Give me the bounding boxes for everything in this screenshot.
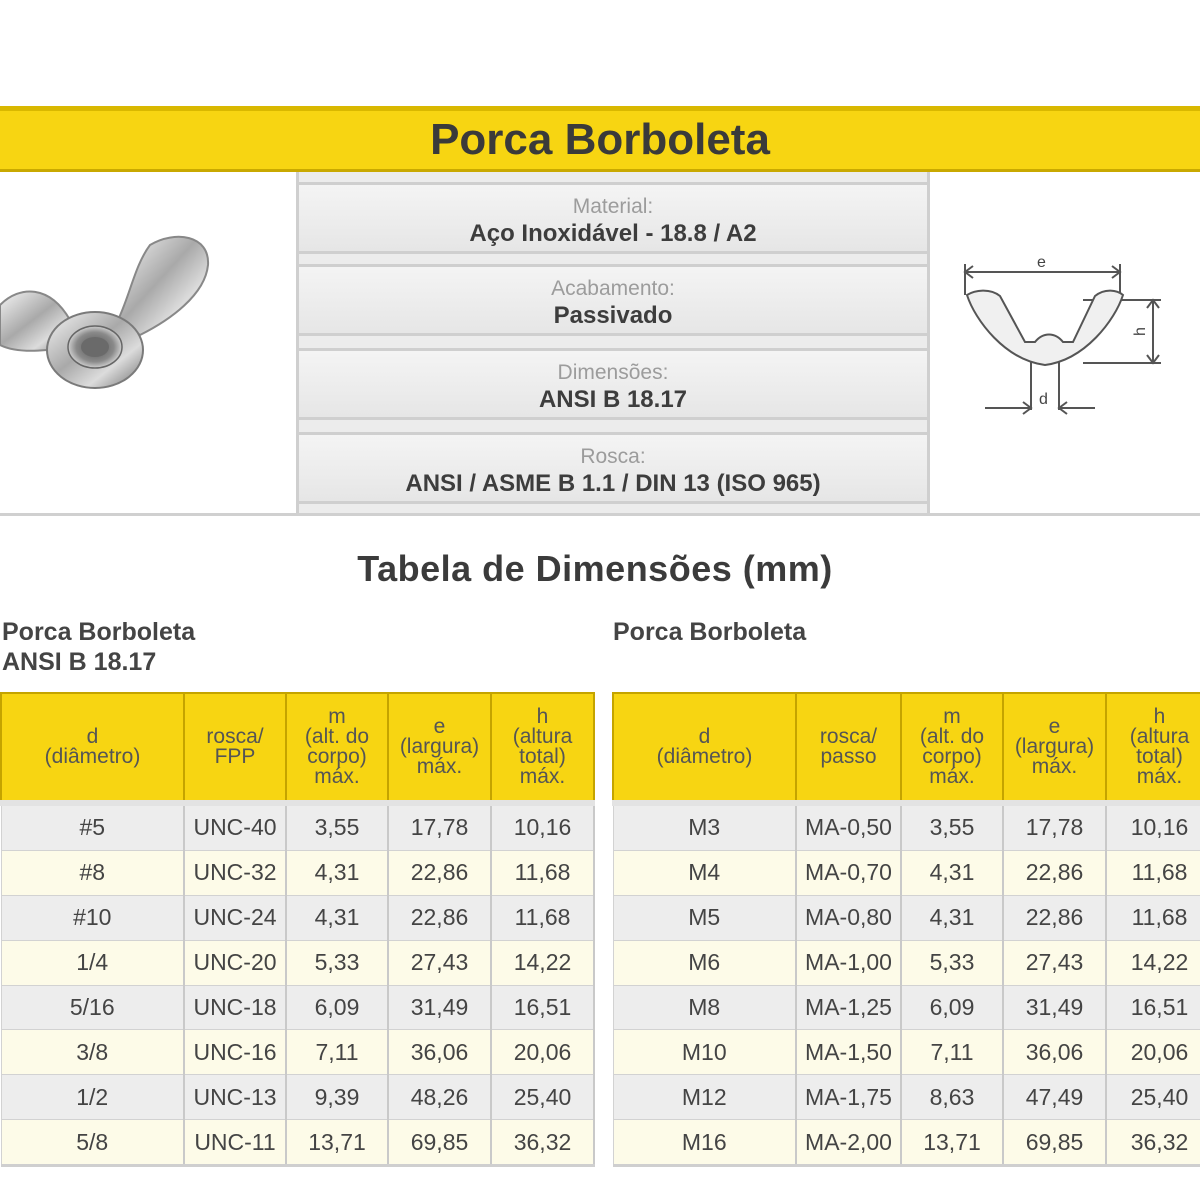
table-cell: 25,40	[1106, 1075, 1200, 1120]
table-cell: 14,22	[1106, 940, 1200, 985]
table-cell: 9,39	[286, 1075, 388, 1120]
table-row	[613, 1030, 1200, 1075]
wing-nut-diagram	[955, 250, 1175, 420]
table-cell: M16	[613, 1120, 796, 1166]
right-dimension-table	[612, 692, 1200, 1167]
table-cell: 25,40	[491, 1075, 594, 1120]
table-cell: UNC-20	[184, 940, 286, 985]
header-line: máx.	[519, 765, 566, 788]
table-cell: M4	[613, 850, 796, 895]
table-cell: 10,16	[1106, 803, 1200, 850]
table-cell: 13,71	[286, 1120, 388, 1166]
left-dimension-table	[0, 692, 595, 1167]
table-row	[613, 803, 1200, 850]
table-cell: 20,06	[1106, 1030, 1200, 1075]
table-cell: M5	[613, 895, 796, 940]
header-line: total)	[519, 745, 566, 768]
col-header-h	[1106, 693, 1200, 803]
header-line: h	[1153, 705, 1166, 728]
table-cell: 5/16	[1, 985, 184, 1030]
header-line: total)	[1136, 745, 1183, 768]
table-cell: #8	[1, 850, 184, 895]
header-line: m	[328, 705, 346, 728]
table-cell: 69,85	[1003, 1120, 1106, 1166]
table-row	[1, 1120, 594, 1166]
header-line: máx.	[1031, 755, 1078, 778]
table-cell: 4,31	[286, 850, 388, 895]
header-line: e	[1048, 715, 1061, 738]
col-header-thread	[796, 693, 901, 803]
table-cell: 31,49	[388, 985, 491, 1030]
spec-thread	[299, 432, 927, 504]
table-cell: 16,51	[1106, 985, 1200, 1030]
table-cell: MA-2,00	[796, 1120, 901, 1166]
diagram-label-e: e	[1037, 254, 1046, 271]
table-cell: 27,43	[388, 940, 491, 985]
col-header-m	[901, 693, 1003, 803]
table-cell: UNC-16	[184, 1030, 286, 1075]
spec-label: Rosca:	[580, 445, 646, 468]
diagram-label-h: h	[1132, 327, 1149, 336]
header-line: (diâmetro)	[44, 745, 141, 768]
table-cell: UNC-24	[184, 895, 286, 940]
table-cell: 22,86	[388, 850, 491, 895]
header-line: d	[86, 725, 99, 748]
table-cell: MA-1,00	[796, 940, 901, 985]
table-cell: 11,68	[1106, 895, 1200, 940]
table-cell: 36,06	[388, 1030, 491, 1075]
table-cell: 17,78	[388, 803, 491, 850]
header-line: (largura)	[1014, 735, 1095, 758]
table-cell: 6,09	[286, 985, 388, 1030]
table-cell: 22,86	[1003, 895, 1106, 940]
table-cell: 5,33	[286, 940, 388, 985]
spec-finish	[299, 264, 927, 336]
spec-value: Aço Inoxidável - 18.8 / A2	[469, 220, 757, 247]
table-cell: 11,68	[491, 850, 594, 895]
spec-label: Acabamento:	[551, 277, 675, 300]
page-title: Porca Borboleta	[430, 115, 770, 164]
table-cell: M10	[613, 1030, 796, 1075]
right-table-subtitle	[613, 617, 806, 647]
table-cell: MA-0,50	[796, 803, 901, 850]
header-line: m	[943, 705, 961, 728]
table-cell: 5,33	[901, 940, 1003, 985]
table-row	[613, 985, 1200, 1030]
table-row	[613, 1120, 1200, 1166]
table-cell: 6,09	[901, 985, 1003, 1030]
header-line: máx.	[1136, 765, 1183, 788]
table-cell: 48,26	[388, 1075, 491, 1120]
table-cell: 14,22	[491, 940, 594, 985]
tables-title: Tabela de Dimensões (mm)	[357, 548, 833, 589]
table-cell: 8,63	[901, 1075, 1003, 1120]
table-cell: 47,49	[1003, 1075, 1106, 1120]
header-line: rosca/	[819, 725, 878, 748]
header-line: corpo)	[307, 745, 367, 768]
table-row	[1, 803, 594, 850]
table-header-row	[613, 693, 1200, 803]
table-cell: 1/2	[1, 1075, 184, 1120]
table-cell: UNC-11	[184, 1120, 286, 1166]
table-row	[613, 1075, 1200, 1120]
table-cell: #10	[1, 895, 184, 940]
header-line: FPP	[214, 745, 256, 768]
spec-panel	[296, 172, 930, 514]
table-cell: 69,85	[388, 1120, 491, 1166]
header-line: (altura	[1129, 725, 1190, 748]
table-row	[1, 1075, 594, 1120]
diagram-label-d: d	[1039, 391, 1048, 408]
left-table-subtitle	[2, 617, 195, 677]
table-header-row	[1, 693, 594, 803]
table-cell: 1/4	[1, 940, 184, 985]
table-cell: 7,11	[901, 1030, 1003, 1075]
table-row	[1, 895, 594, 940]
spec-label: Dimensões:	[557, 361, 669, 384]
table-cell: MA-1,75	[796, 1075, 901, 1120]
header-line: passo	[820, 745, 877, 768]
table-cell: MA-1,50	[796, 1030, 901, 1075]
header-line: máx.	[314, 765, 360, 788]
table-cell: 4,31	[901, 895, 1003, 940]
table-cell: 17,78	[1003, 803, 1106, 850]
table-cell: 3,55	[286, 803, 388, 850]
table-row	[1, 1030, 594, 1075]
table-cell: 4,31	[286, 895, 388, 940]
header-line: (alt. do	[304, 725, 370, 748]
header-line: (altura	[512, 725, 573, 748]
table-cell: M12	[613, 1075, 796, 1120]
table-cell: 20,06	[491, 1030, 594, 1075]
table-cell: 31,49	[1003, 985, 1106, 1030]
col-header-m	[286, 693, 388, 803]
table-cell: 7,11	[286, 1030, 388, 1075]
table-cell: #5	[1, 803, 184, 850]
spec-dimensions	[299, 348, 927, 420]
table-cell: MA-0,80	[796, 895, 901, 940]
table-row	[613, 850, 1200, 895]
table-cell: UNC-40	[184, 803, 286, 850]
table-cell: MA-1,25	[796, 985, 901, 1030]
right-subtitle-line-1: Porca Borboleta	[613, 618, 807, 646]
spec-value: ANSI / ASME B 1.1 / DIN 13 (ISO 965)	[405, 470, 821, 497]
left-subtitle-line-1: Porca Borboleta	[2, 618, 196, 646]
header-line: máx.	[929, 765, 975, 788]
table-cell: 5/8	[1, 1120, 184, 1166]
table-cell: UNC-32	[184, 850, 286, 895]
table-row	[613, 895, 1200, 940]
table-cell: 3,55	[901, 803, 1003, 850]
table-cell: 36,06	[1003, 1030, 1106, 1075]
header-line: rosca/	[206, 725, 264, 748]
table-cell: 11,68	[491, 895, 594, 940]
header-line: (alt. do	[919, 725, 985, 748]
table-cell: M6	[613, 940, 796, 985]
left-subtitle-line-2: ANSI B 18.17	[2, 648, 157, 676]
table-cell: UNC-13	[184, 1075, 286, 1120]
table-row	[1, 985, 594, 1030]
header-line: (largura)	[399, 735, 480, 758]
spec-material	[299, 182, 927, 254]
table-cell: 3/8	[1, 1030, 184, 1075]
header-line: e	[433, 715, 446, 738]
spec-label: Material:	[572, 195, 654, 218]
table-cell: M8	[613, 985, 796, 1030]
section-divider	[0, 513, 1200, 516]
col-header-e	[388, 693, 491, 803]
table-cell: 27,43	[1003, 940, 1106, 985]
header-line: corpo)	[922, 745, 982, 768]
table-cell: 22,86	[1003, 850, 1106, 895]
header-line: (diâmetro)	[656, 745, 753, 768]
table-cell: M3	[613, 803, 796, 850]
wing-nut-photo	[0, 225, 225, 465]
table-cell: 36,32	[491, 1120, 594, 1166]
spec-value: ANSI B 18.17	[538, 386, 688, 413]
spec-value: Passivado	[553, 302, 673, 329]
table-cell: 22,86	[388, 895, 491, 940]
table-row	[1, 850, 594, 895]
header-line: máx.	[416, 755, 463, 778]
col-header-thread	[184, 693, 286, 803]
col-header-h	[491, 693, 594, 803]
table-cell: 13,71	[901, 1120, 1003, 1166]
table-cell: 36,32	[1106, 1120, 1200, 1166]
table-row	[1, 940, 594, 985]
table-cell: UNC-18	[184, 985, 286, 1030]
table-cell: 10,16	[491, 803, 594, 850]
title-band	[0, 106, 1200, 172]
table-cell: 11,68	[1106, 850, 1200, 895]
col-header-d	[1, 693, 184, 803]
col-header-e	[1003, 693, 1106, 803]
table-cell: MA-0,70	[796, 850, 901, 895]
table-cell: 4,31	[901, 850, 1003, 895]
table-cell: 16,51	[491, 985, 594, 1030]
header-line: h	[536, 705, 549, 728]
table-row	[613, 940, 1200, 985]
col-header-d	[613, 693, 796, 803]
header-line: d	[698, 725, 711, 748]
